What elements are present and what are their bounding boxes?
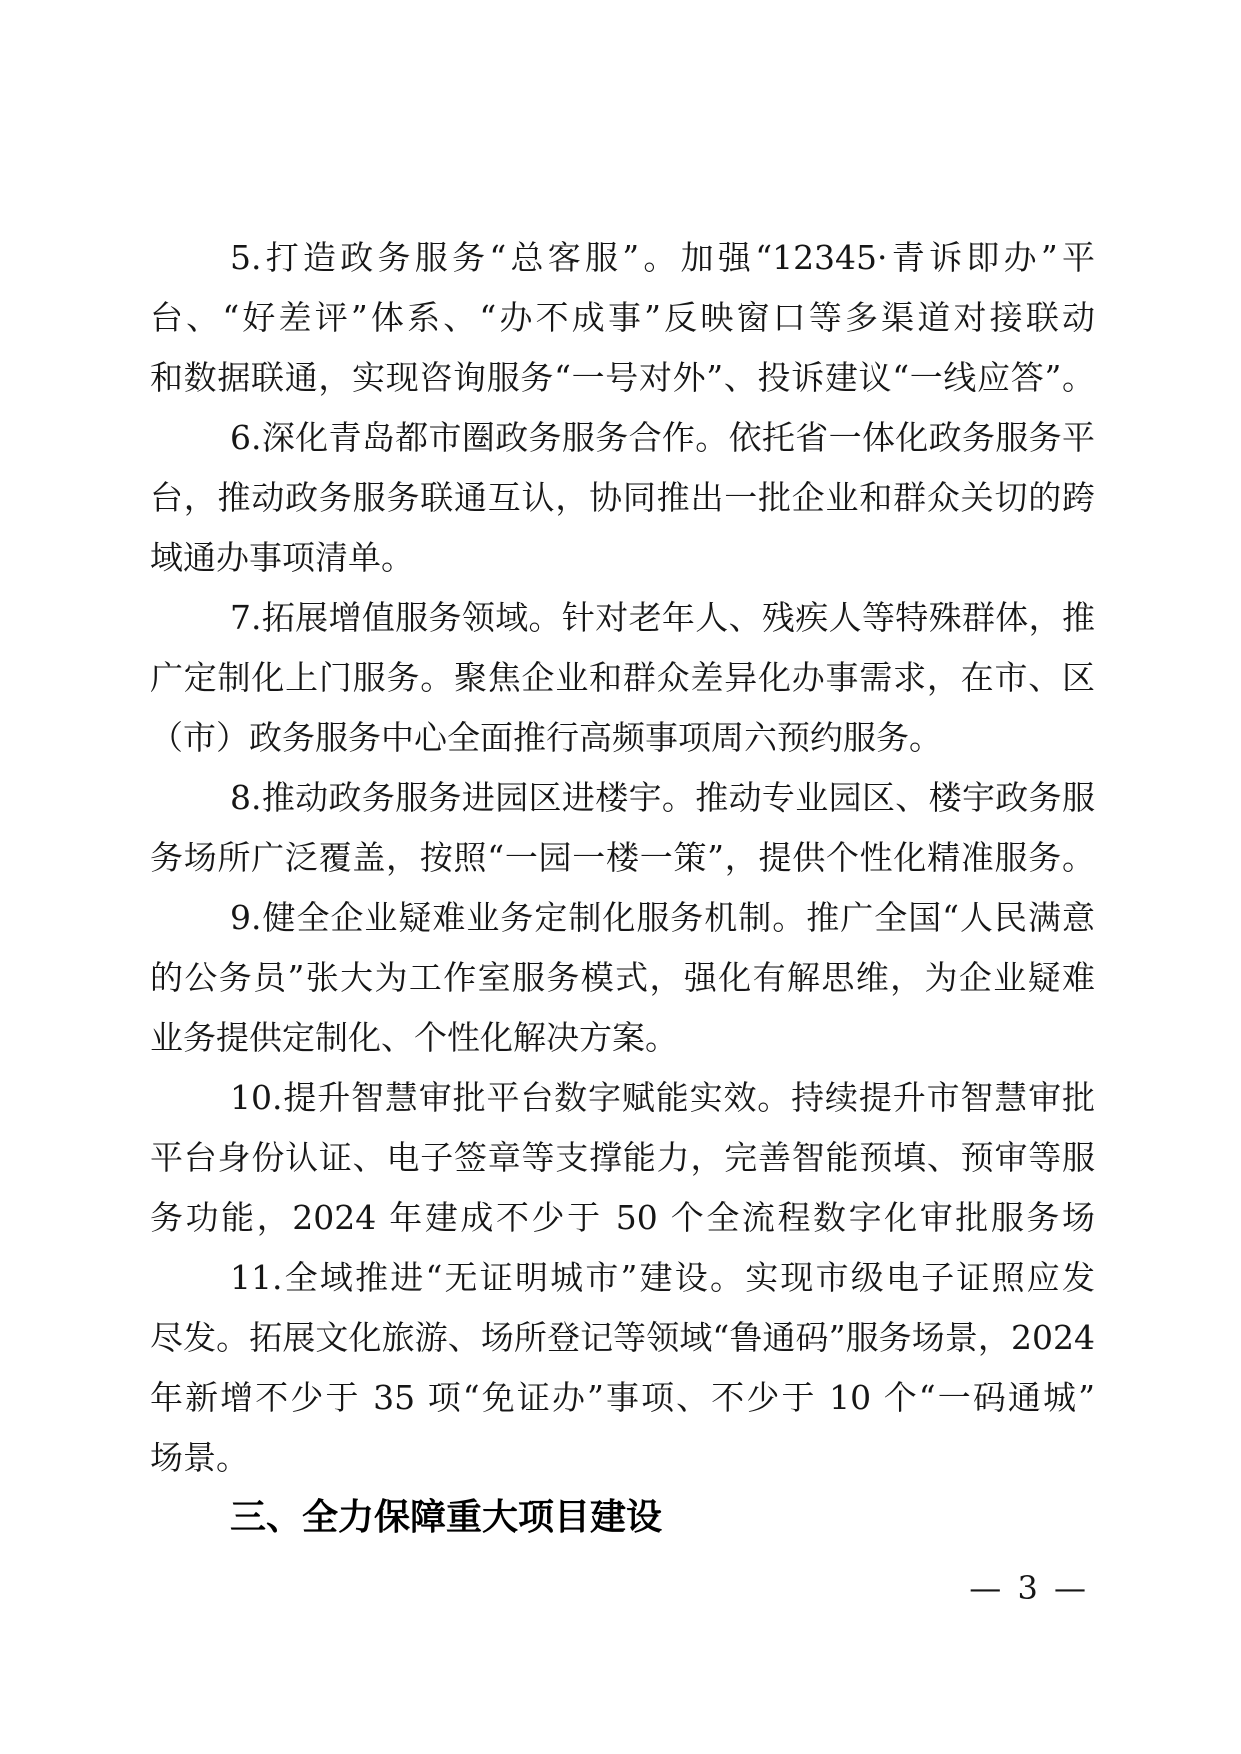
paragraph-item-8 bbox=[150, 768, 1095, 888]
page-number: — 3 — bbox=[969, 1569, 1089, 1607]
body-line: 的公务员”张大为工作室服务模式，强化有解思维，为企业疑难 bbox=[150, 958, 1095, 997]
paragraph-item-6 bbox=[150, 408, 1095, 588]
section-3-heading: 三、全力保障重大项目建设 bbox=[230, 1497, 663, 1538]
paragraph-item-5 bbox=[150, 228, 1095, 408]
body-line: 台、“好差评”体系、“办不成事”反映窗口等多渠道对接联动 bbox=[150, 298, 1095, 337]
body-line: 6.深化青岛都市圈政务服务合作。依托省一体化政务服务平 bbox=[230, 418, 1095, 457]
paragraph-item-10 bbox=[150, 1068, 1095, 1248]
body-line: 广定制化上门服务。聚焦企业和群众差异化办事需求，在市、区 bbox=[150, 658, 1095, 697]
body-line: 10.提升智慧审批平台数字赋能实效。持续提升市智慧审批 bbox=[230, 1078, 1095, 1117]
body-line: 9.健全企业疑难业务定制化服务机制。推广全国“人民满意 bbox=[230, 898, 1095, 937]
paragraph-item-7 bbox=[150, 588, 1095, 768]
body-line: 年新增不少于 35 项“免证办”事项、不少于 10 个“一码通城” bbox=[150, 1378, 1095, 1417]
body-line: 和数据联通，实现咨询服务“一号对外”、投诉建议“一线应答”。 bbox=[150, 358, 1095, 397]
body-line: （市）政务服务中心全面推行高频事项周六预约服务。 bbox=[150, 718, 942, 757]
body-line: 业务提供定制化、个性化解决方案。 bbox=[150, 1018, 678, 1057]
body-line: 台，推动政务服务联通互认，协同推出一批企业和群众关切的跨 bbox=[150, 478, 1095, 517]
body-line: 务场所广泛覆盖，按照“一园一楼一策”，提供个性化精准服务。 bbox=[150, 838, 1095, 877]
document-text-block bbox=[150, 228, 1095, 1548]
body-line: 7.拓展增值服务领域。针对老年人、残疾人等特殊群体，推 bbox=[230, 598, 1095, 637]
body-line: 5.打造政务服务“总客服”。加强“12345·青诉即办”平 bbox=[230, 238, 1095, 277]
body-line: 场景。 bbox=[150, 1438, 249, 1477]
body-line: 平台身份认证、电子签章等支撑能力，完善智能预填、预审等服 bbox=[150, 1138, 1095, 1177]
body-line: 8.推动政务服务进园区进楼宇。推动专业园区、楼宇政务服 bbox=[230, 778, 1095, 817]
paragraph-item-9 bbox=[150, 888, 1095, 1068]
paragraph-item-11 bbox=[150, 1248, 1095, 1488]
body-line: 务功能，2024 年建成不少于 50 个全流程数字化审批服务场 bbox=[150, 1198, 1095, 1237]
body-line: 域通办事项清单。 bbox=[150, 538, 414, 577]
body-line: 11.全域推进“无证明城市”建设。实现市级电子证照应发 bbox=[230, 1258, 1095, 1297]
body-line: 尽发。拓展文化旅游、场所登记等领域“鲁通码”服务场景，2024 bbox=[150, 1318, 1095, 1357]
